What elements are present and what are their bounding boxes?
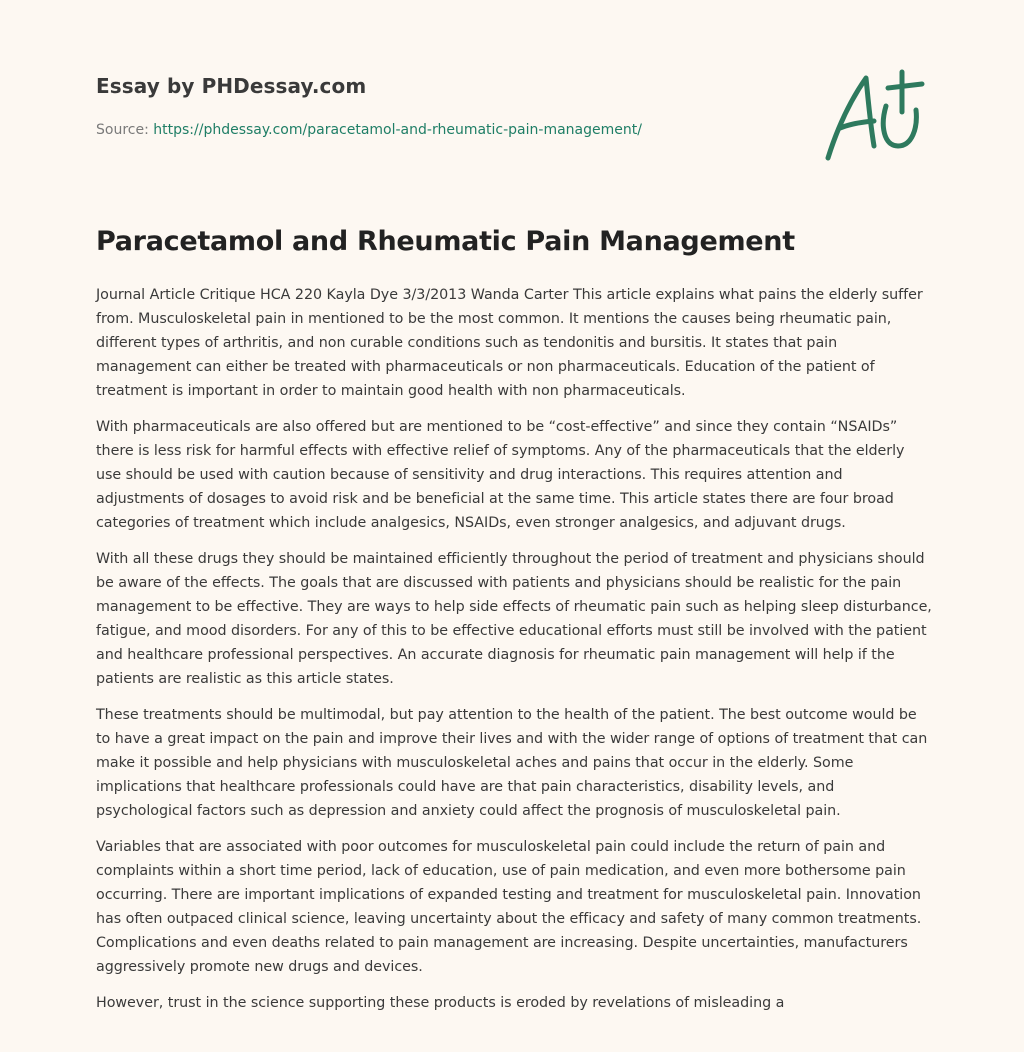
essay-title: Paracetamol and Rheumatic Pain Management [96, 226, 795, 257]
site-title: Essay by PHDessay.com [96, 74, 367, 98]
essay-paragraph: These treatments should be multimodal, but pay attention to the health of the patient. The best outcome would be to have a great impact on the pain and improve their lives and with the wider range of options of treatment that can make it possible and help physicians with musculoskeletal aches and pains that occur in the elderly. Some implications that healthcare professionals could have are that pain characteristics, disability levels, and psychological factors such as depression and anxiety could affect the prognosis of musculoskeletal pain. [96, 707, 928, 819]
essay-paragraph: Variables that are associated with poor outcomes for musculoskeletal pain could include the return of pain and complaints within a short time period, lack of education, use of pain medication, and even more bothersome pain occurring. There are important implications of expanded testing and treatment for musculoskeletal pain. Innovation has often outpaced clinical science, leaving uncertainty about the efficacy and safety of many common treatments. Complications and even deaths related to pain management are increasing. Despite uncertainties, manufacturers aggressively promote new drugs and devices. [96, 839, 922, 975]
essay-paragraph: However, trust in the science supporting these products is eroded by revelations of misleading a [96, 994, 785, 1011]
essay-body [96, 284, 932, 1028]
page-header [96, 74, 796, 138]
essay-paragraph: With pharmaceuticals are also offered but are mentioned to be “cost-effective” and since they contain “NSAIDs” there is less risk for harmful effects with effective relief of symptoms. Any of the pharmaceuticals that the elderly use should be used with caution because of sensitivity and drug interactions. This requires attention and adjustments of dosages to avoid risk and be beneficial at the same time. This article states there are four broad categories of treatment which include analgesics, NSAIDs, even stronger analgesics, and adjuvant drugs. [96, 419, 905, 531]
source-label: Source: [96, 122, 149, 138]
essay-paragraph: With all these drugs they should be maintained efficiently throughout the period of treatment and physicians should be aware of the effects. The goals that are discussed with patients and physicians should be realistic for the pain management to be effective. They are ways to help side effects of rheumatic pain such as helping sleep disturbance, fatigue, and mood disorders. For any of this to be effective educational efforts must still be involved with the patient and healthcare professional perspectives. An accurate diagnosis for rheumatic pain management will help if the patients are realistic as this article states. [96, 551, 932, 687]
source-line [96, 122, 796, 138]
source-link[interactable]: https://phdessay.com/paracetamol-and-rheumatic-pain-management/ [153, 122, 642, 138]
essay-paragraph: Journal Article Critique HCA 220 Kayla Dye 3/3/2013 Wanda Carter This article explains what pains the elderly suffer from. Musculoskeletal pain in mentioned to be the most common. It mentions the causes being rheumatic pain, different types of arthritis, and non curable conditions such as tendonitis and bursitis. It states that pain management can either be treated with pharmaceuticals or non pharmaceuticals. Education of the patient of treatment is important in order to maintain good health with non pharmaceuticals. [96, 287, 923, 399]
a-plus-grade-icon [818, 66, 930, 166]
